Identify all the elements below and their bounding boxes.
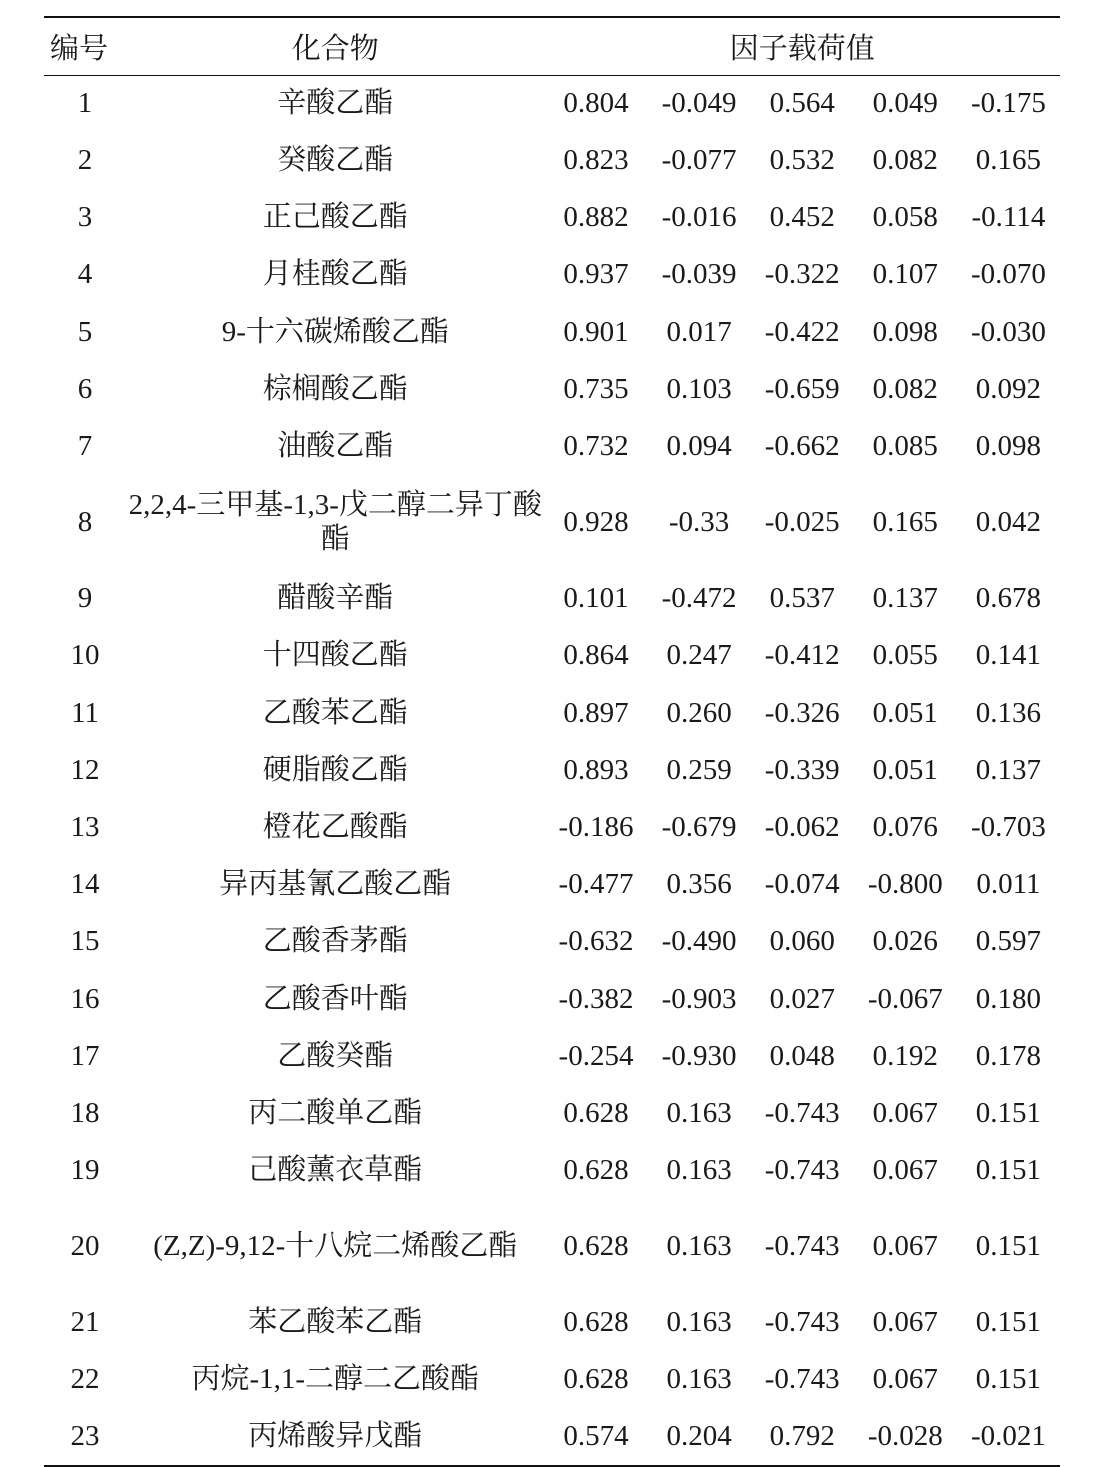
loading-value: -0.077 — [661, 144, 737, 177]
loading-value: -0.028 — [854, 1409, 957, 1466]
table-row — [44, 628, 1060, 685]
compound-name: 辛酸乙酯 — [277, 87, 394, 120]
loading-value: 0.092 — [975, 372, 1042, 405]
loading-value: 0.107 — [872, 258, 938, 291]
loading-value: -0.743 — [764, 1154, 840, 1187]
loading-value: -0.030 — [970, 315, 1046, 348]
loading-value: 0.901 — [563, 315, 629, 348]
row-number: 10 — [70, 639, 100, 672]
table-row — [44, 1409, 1060, 1466]
loading-value: -0.930 — [661, 1039, 737, 1072]
compound-name: 苯乙酸苯乙酯 — [248, 1306, 423, 1339]
table-row — [44, 1085, 1060, 1142]
row-number: 15 — [70, 925, 100, 958]
loading-value: 0.928 — [563, 506, 629, 539]
loading-value: -0.659 — [764, 372, 840, 405]
header-compound: 化合物 — [126, 17, 544, 75]
compound-name: 正己酸乙酯 — [262, 201, 408, 234]
loading-value: 0.532 — [769, 144, 835, 177]
loading-value: 0.027 — [769, 982, 835, 1015]
loading-value: 0.048 — [769, 1039, 835, 1072]
table-row — [44, 1294, 1060, 1351]
table-row — [44, 189, 1060, 246]
loading-value: 0.882 — [563, 201, 629, 234]
compound-name: 丙烯酸异戊酯 — [126, 1409, 544, 1466]
row-number: 3 — [77, 201, 93, 234]
compound-name: 乙酸癸酯 — [277, 1039, 394, 1072]
table-row — [44, 971, 1060, 1028]
loading-value: 0.204 — [648, 1409, 751, 1466]
loading-value: -0.114 — [971, 201, 1046, 234]
factor-loading-table — [44, 16, 1060, 1467]
loading-value: 0.823 — [563, 144, 629, 177]
loading-value: 0.259 — [666, 753, 732, 786]
header-factor-loading: 因子载荷值 — [544, 17, 1060, 75]
loading-value: 0.163 — [666, 1154, 732, 1187]
loading-value: -0.039 — [661, 258, 737, 291]
table-row — [44, 742, 1060, 799]
compound-name: 油酸乙酯 — [277, 430, 394, 463]
loading-value: 0.937 — [563, 258, 629, 291]
loading-value: 0.094 — [666, 430, 732, 463]
loading-value: -0.339 — [764, 753, 840, 786]
table-row — [44, 75, 1060, 132]
row-number: 23 — [44, 1409, 126, 1466]
loading-value: 0.067 — [872, 1096, 938, 1129]
loading-value: -0.743 — [764, 1363, 840, 1396]
loading-value: 0.085 — [872, 430, 938, 463]
loading-value: 0.137 — [872, 582, 938, 615]
loading-value: -0.062 — [764, 810, 840, 843]
loading-value: -0.472 — [661, 582, 737, 615]
row-number: 19 — [70, 1154, 100, 1187]
loading-value: -0.382 — [558, 982, 634, 1015]
compound-name: 异丙基氰乙酸乙酯 — [219, 868, 452, 901]
loading-value: 0.067 — [872, 1306, 938, 1339]
row-number: 6 — [77, 372, 93, 405]
row-number: 14 — [70, 868, 100, 901]
row-number: 2 — [77, 144, 93, 177]
loading-value: 0.049 — [872, 87, 938, 120]
table-row — [44, 132, 1060, 189]
compound-name: 醋酸辛酯 — [277, 582, 394, 615]
table-row — [44, 799, 1060, 856]
table-header — [44, 17, 1060, 75]
compound-name: 2,2,4-三甲基-1,3-戊二醇二异丁酸酯 — [128, 489, 542, 555]
row-number: 21 — [70, 1306, 100, 1339]
loading-value: 0.082 — [872, 372, 938, 405]
row-number: 4 — [77, 258, 93, 291]
table-row — [44, 361, 1060, 418]
row-number: 1 — [77, 87, 93, 120]
loading-value: -0.632 — [558, 925, 634, 958]
table-body — [44, 75, 1060, 1466]
loading-value: 0.628 — [563, 1363, 629, 1396]
loading-value: 0.163 — [666, 1230, 732, 1263]
loading-value: 0.452 — [769, 201, 835, 234]
compound-name: 乙酸香叶酯 — [262, 982, 408, 1015]
loading-value: 0.151 — [975, 1363, 1042, 1396]
loading-value: 0.042 — [975, 506, 1042, 539]
loading-value: 0.103 — [666, 372, 732, 405]
row-number: 16 — [70, 982, 100, 1015]
header-number: 编号 — [44, 17, 126, 75]
table-row — [44, 1142, 1060, 1199]
compound-name: 乙酸苯乙酯 — [262, 696, 408, 729]
loading-value: -0.025 — [764, 506, 840, 539]
loading-value: 0.017 — [666, 315, 732, 348]
loading-value: -0.33 — [668, 506, 730, 539]
row-number: 20 — [70, 1230, 100, 1263]
compound-name: 9-十六碳烯酸乙酯 — [221, 315, 449, 348]
loading-value: 0.098 — [975, 430, 1042, 463]
loading-value: -0.322 — [764, 258, 840, 291]
loading-value: 0.247 — [666, 639, 732, 672]
row-number: 13 — [70, 810, 100, 843]
loading-value: -0.186 — [558, 810, 634, 843]
compound-name: 己酸薰衣草酯 — [248, 1154, 423, 1187]
loading-value: -0.679 — [661, 810, 737, 843]
compound-name: 丙二酸单乙酯 — [248, 1096, 423, 1129]
row-number: 12 — [70, 753, 100, 786]
loading-value: 0.628 — [563, 1230, 629, 1263]
loading-value: 0.151 — [975, 1096, 1042, 1129]
loading-value: 0.893 — [563, 753, 629, 786]
loading-value: 0.192 — [872, 1039, 938, 1072]
loading-value: 0.151 — [975, 1154, 1042, 1187]
loading-value: -0.016 — [661, 201, 737, 234]
loading-value: -0.254 — [558, 1039, 634, 1072]
loading-value: 0.055 — [872, 639, 938, 672]
loading-value: -0.326 — [764, 696, 840, 729]
loading-value: 0.067 — [872, 1230, 938, 1263]
loading-value: -0.800 — [867, 868, 943, 901]
loading-value: 0.137 — [975, 753, 1042, 786]
loading-value: 0.151 — [975, 1306, 1042, 1339]
loading-value: -0.070 — [970, 258, 1046, 291]
loading-value: -0.743 — [764, 1096, 840, 1129]
loading-value: -0.743 — [764, 1230, 840, 1263]
table-row — [44, 685, 1060, 742]
table-row — [44, 913, 1060, 970]
compound-name: 月桂酸乙酯 — [262, 258, 408, 291]
loading-value: 0.574 — [544, 1409, 647, 1466]
loading-value: 0.163 — [666, 1363, 732, 1396]
table-row — [44, 475, 1060, 570]
loading-value: -0.662 — [764, 430, 840, 463]
row-number: 11 — [71, 696, 99, 729]
loading-value: 0.260 — [666, 696, 732, 729]
table-row — [44, 304, 1060, 361]
loading-value: 0.628 — [563, 1096, 629, 1129]
row-number: 7 — [77, 430, 93, 463]
table-row — [44, 247, 1060, 304]
compound-name: (Z,Z)-9,12-十八烷二烯酸乙酯 — [153, 1230, 518, 1263]
row-number: 5 — [77, 315, 93, 348]
table-row — [44, 570, 1060, 627]
loading-value: -0.412 — [764, 639, 840, 672]
loading-value: 0.628 — [563, 1154, 629, 1187]
loading-value: 0.067 — [872, 1363, 938, 1396]
loading-value: 0.051 — [872, 753, 938, 786]
loading-value: 0.060 — [769, 925, 835, 958]
loading-value: -0.067 — [867, 982, 943, 1015]
loading-value: 0.178 — [975, 1039, 1042, 1072]
loading-value: 0.537 — [769, 582, 835, 615]
loading-value: 0.165 — [975, 144, 1042, 177]
compound-name: 丙烷-1,1-二醇二乙酸酯 — [191, 1363, 480, 1396]
loading-value: 0.165 — [872, 506, 938, 539]
compound-name: 硬脂酸乙酯 — [262, 753, 408, 786]
loading-value: 0.067 — [872, 1154, 938, 1187]
loading-value: 0.098 — [872, 315, 938, 348]
loading-value: 0.026 — [872, 925, 938, 958]
loading-value: 0.011 — [976, 868, 1041, 901]
table-row — [44, 1352, 1060, 1409]
loading-value: 0.597 — [975, 925, 1042, 958]
loading-value: 0.136 — [975, 696, 1042, 729]
loading-value: -0.422 — [764, 315, 840, 348]
loading-value: 0.051 — [872, 696, 938, 729]
loading-value: 0.163 — [666, 1096, 732, 1129]
loading-value: -0.903 — [661, 982, 737, 1015]
row-number: 18 — [70, 1096, 100, 1129]
loading-value: 0.058 — [872, 201, 938, 234]
loading-value: -0.049 — [661, 87, 737, 120]
loading-value: -0.743 — [764, 1306, 840, 1339]
loading-value: 0.076 — [872, 810, 938, 843]
compound-name: 乙酸香茅酯 — [262, 925, 408, 958]
loading-value: 0.180 — [975, 982, 1042, 1015]
loading-value: 0.735 — [563, 372, 629, 405]
loading-value: 0.678 — [975, 582, 1042, 615]
loading-value: 0.141 — [975, 639, 1042, 672]
loading-value: -0.175 — [970, 87, 1046, 120]
compound-name: 十四酸乙酯 — [262, 639, 408, 672]
loading-value: 0.082 — [872, 144, 938, 177]
loading-value: -0.490 — [661, 925, 737, 958]
loading-value: 0.804 — [563, 87, 629, 120]
compound-name: 棕榈酸乙酯 — [262, 372, 408, 405]
row-number: 22 — [70, 1363, 100, 1396]
table-row — [44, 1199, 1060, 1294]
loading-value: 0.864 — [563, 639, 629, 672]
compound-name: 橙花乙酸酯 — [262, 810, 408, 843]
compound-name: 癸酸乙酯 — [277, 144, 394, 177]
table-row — [44, 418, 1060, 475]
loading-value: -0.477 — [558, 868, 634, 901]
row-number: 9 — [77, 582, 93, 615]
table-row — [44, 856, 1060, 913]
loading-value: 0.163 — [666, 1306, 732, 1339]
loading-value: 0.732 — [563, 430, 629, 463]
loading-value: 0.564 — [769, 87, 835, 120]
row-number: 17 — [70, 1039, 100, 1072]
loading-value: 0.356 — [666, 868, 732, 901]
loading-value: -0.074 — [764, 868, 840, 901]
table-row — [44, 1028, 1060, 1085]
loading-value: 0.897 — [563, 696, 629, 729]
loading-value: 0.101 — [563, 582, 629, 615]
loading-value: -0.703 — [970, 810, 1046, 843]
loading-value: 0.628 — [563, 1306, 629, 1339]
loading-value: 0.792 — [751, 1409, 854, 1466]
loading-value: 0.151 — [975, 1230, 1042, 1263]
loading-value: -0.021 — [957, 1409, 1060, 1466]
row-number: 8 — [77, 506, 93, 539]
